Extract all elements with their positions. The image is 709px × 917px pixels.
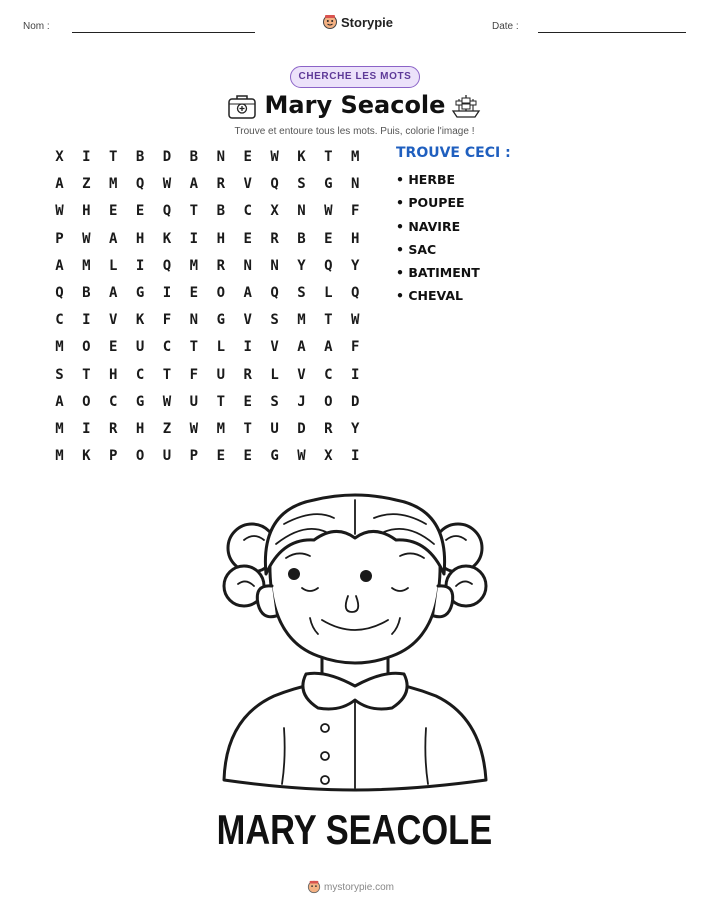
grid-cell[interactable]: C (162, 339, 172, 356)
grid-cell[interactable]: T (162, 366, 172, 383)
grid-cell[interactable]: T (82, 366, 91, 383)
grid-cell[interactable]: P (55, 230, 64, 247)
section-badge: CHERCHE LES MOTS (290, 66, 420, 88)
grid-cell[interactable]: E (216, 448, 225, 465)
grid-cell[interactable]: M (351, 149, 360, 165)
grid-cell[interactable]: Y (297, 257, 306, 274)
grid-cell[interactable]: M (216, 420, 225, 437)
grid-cell[interactable]: E (243, 393, 252, 410)
grid-cell[interactable]: H (351, 230, 360, 247)
grid-cell[interactable]: L (270, 366, 279, 383)
grid-cell[interactable]: X (55, 149, 64, 165)
grid-cell[interactable]: I (82, 149, 91, 165)
grid-cell[interactable]: L (324, 284, 333, 301)
name-line[interactable] (72, 32, 255, 33)
grid-cell[interactable]: T (189, 203, 199, 220)
word-item: • BATIMENT (396, 265, 480, 281)
grid-cell[interactable]: S (270, 393, 279, 410)
word-item: • HERBE (396, 172, 456, 187)
grid-cell[interactable]: M (109, 176, 118, 193)
grid-cell[interactable]: A (297, 339, 306, 356)
grid-cell[interactable]: H (135, 420, 145, 437)
grid-cell[interactable]: V (270, 339, 279, 356)
grid-cell[interactable]: Q (135, 176, 145, 193)
storypie-logo-icon (322, 14, 338, 30)
grid-cell[interactable]: Q (270, 176, 279, 193)
word-item: • POUPEE (396, 195, 465, 211)
grid-cell[interactable]: W (162, 176, 172, 193)
grid-cell[interactable]: Q (55, 284, 64, 301)
grid-cell[interactable]: B (189, 149, 199, 165)
grid-cell[interactable]: O (82, 339, 91, 356)
grid-row (46, 257, 369, 284)
grid-cell[interactable]: N (270, 257, 279, 274)
grid-cell[interactable]: P (109, 448, 118, 465)
grid-row (46, 175, 369, 202)
grid-cell[interactable]: G (324, 176, 333, 193)
grid-cell[interactable]: B (297, 230, 306, 247)
grid-cell[interactable]: I (82, 420, 91, 437)
grid-cell[interactable]: N (243, 257, 252, 274)
grid-cell[interactable]: E (109, 339, 118, 356)
grid-cell[interactable]: D (351, 393, 360, 410)
grid-cell[interactable]: G (216, 312, 225, 329)
grid-cell[interactable]: Q (162, 203, 172, 220)
grid-cell[interactable]: R (270, 230, 279, 247)
grid-row (46, 393, 369, 420)
grid-cell[interactable]: Q (162, 257, 172, 274)
grid-cell[interactable]: F (351, 339, 360, 356)
grid-cell[interactable]: P (189, 448, 199, 465)
grid-cell[interactable]: O (216, 284, 225, 301)
grid-cell[interactable]: I (243, 339, 252, 356)
grid-cell[interactable]: M (189, 257, 199, 274)
grid-row (46, 230, 369, 257)
brand (322, 14, 393, 30)
grid-row (46, 366, 369, 393)
grid-row (46, 148, 369, 175)
grid-cell[interactable]: B (82, 284, 91, 301)
grid-cell[interactable]: S (270, 312, 279, 329)
grid-cell[interactable]: R (324, 420, 333, 437)
grid-cell[interactable]: S (297, 284, 306, 301)
footer-url[interactable]: mystorypie.com (324, 881, 395, 893)
grid-cell[interactable]: I (82, 312, 91, 329)
grid-cell[interactable]: T (109, 149, 118, 165)
grid-row (46, 420, 369, 447)
portrait-caption: MARY SEACOLE (216, 806, 493, 853)
grid-cell[interactable]: S (55, 366, 64, 383)
grid-cell[interactable]: Z (82, 176, 91, 193)
grid-cell[interactable]: D (297, 420, 306, 437)
grid-cell[interactable]: A (55, 257, 64, 274)
grid-cell[interactable]: H (135, 230, 145, 247)
grid-cell[interactable]: F (351, 203, 360, 220)
grid-cell[interactable]: A (243, 284, 252, 301)
grid-cell[interactable]: E (243, 149, 252, 165)
grid-cell[interactable]: B (135, 149, 145, 165)
grid-cell[interactable]: A (109, 230, 118, 247)
grid-cell[interactable]: A (55, 176, 64, 193)
word-list-title: TROUVE CECI : (396, 145, 511, 161)
grid-cell[interactable]: C (243, 203, 252, 220)
grid-cell[interactable]: L (216, 339, 225, 356)
grid-cell[interactable]: C (109, 393, 118, 410)
grid-cell[interactable]: F (189, 366, 199, 383)
grid-cell[interactable]: N (216, 149, 225, 165)
grid-cell[interactable]: K (82, 448, 91, 465)
grid-cell[interactable]: T (189, 339, 199, 356)
word-item: • SAC (396, 241, 437, 257)
grid-cell[interactable]: I (162, 284, 172, 301)
grid-cell[interactable]: W (162, 393, 172, 410)
grid-cell[interactable]: R (243, 366, 252, 383)
grid-row (46, 284, 369, 311)
grid-cell[interactable]: M (55, 448, 64, 465)
grid-cell[interactable]: O (135, 448, 145, 465)
grid-cell[interactable]: M (55, 420, 64, 437)
word-item: • NAVIRE (396, 218, 461, 234)
grid-cell[interactable]: W (270, 149, 279, 165)
grid-cell[interactable]: W (351, 312, 360, 329)
word-search-grid[interactable] (46, 148, 369, 474)
grid-cell[interactable]: C (55, 312, 64, 329)
grid-cell[interactable]: L (109, 257, 118, 274)
grid-cell[interactable]: O (82, 393, 91, 410)
grid-cell[interactable]: N (351, 176, 360, 193)
grid-cell[interactable]: T (243, 420, 252, 437)
grid-cell[interactable]: I (135, 257, 145, 274)
grid-cell[interactable]: C (324, 366, 333, 383)
grid-cell[interactable]: I (189, 230, 199, 247)
word-list (396, 172, 480, 312)
grid-cell[interactable]: S (297, 176, 306, 193)
grid-cell[interactable]: R (109, 420, 118, 437)
grid-cell[interactable]: X (270, 203, 279, 220)
grid-cell[interactable]: Y (351, 257, 360, 274)
grid-cell[interactable]: G (135, 393, 145, 410)
grid-cell[interactable]: Q (351, 284, 360, 301)
grid-cell[interactable]: E (324, 230, 333, 247)
grid-cell[interactable]: V (243, 312, 252, 329)
grid-cell[interactable]: K (135, 312, 145, 329)
grid-cell[interactable]: T (216, 393, 225, 410)
grid-cell[interactable]: M (297, 312, 306, 329)
grid-cell[interactable]: Q (270, 284, 279, 301)
portrait-illustration[interactable] (214, 488, 496, 806)
grid-cell[interactable]: I (351, 448, 360, 465)
grid-cell[interactable]: U (189, 393, 199, 410)
grid-cell[interactable]: C (135, 366, 145, 383)
grid-cell[interactable]: U (135, 339, 145, 356)
medical-bag-icon (227, 92, 257, 120)
grid-cell[interactable]: T (324, 312, 333, 329)
date-label: Date : (492, 21, 519, 32)
grid-cell[interactable]: E (189, 284, 199, 301)
page-title: Mary Seacole (264, 91, 446, 119)
grid-cell[interactable]: R (216, 257, 225, 274)
grid-cell[interactable]: H (109, 366, 118, 383)
instructions: Trouve et entoure tous les mots. Puis, colorie l'image ! (234, 126, 475, 137)
grid-cell[interactable]: G (270, 448, 279, 465)
grid-cell[interactable]: Z (162, 420, 172, 437)
grid-row (46, 311, 369, 338)
grid-cell[interactable]: W (297, 448, 306, 465)
grid-cell[interactable]: Q (324, 257, 333, 274)
grid-cell[interactable]: U (270, 420, 279, 437)
grid-cell[interactable]: E (135, 203, 145, 220)
grid-cell[interactable]: W (82, 230, 91, 247)
grid-cell[interactable]: U (216, 366, 225, 383)
grid-cell[interactable]: W (189, 420, 199, 437)
grid-cell[interactable]: M (55, 339, 64, 356)
grid-cell[interactable]: E (109, 203, 118, 220)
grid-row (46, 447, 369, 474)
grid-cell[interactable]: V (109, 312, 118, 329)
grid-cell[interactable]: A (189, 176, 199, 193)
grid-cell[interactable]: N (189, 312, 199, 329)
grid-cell[interactable]: K (297, 149, 306, 165)
grid-cell[interactable]: A (55, 393, 64, 410)
grid-cell[interactable]: N (297, 203, 306, 220)
grid-cell[interactable]: A (324, 339, 333, 356)
grid-cell[interactable]: X (324, 448, 333, 465)
grid-cell[interactable]: F (162, 312, 172, 329)
grid-cell[interactable]: D (162, 149, 172, 165)
grid-cell[interactable]: G (135, 284, 145, 301)
grid-cell[interactable]: U (162, 448, 172, 465)
grid-cell[interactable]: E (243, 230, 252, 247)
brand-name: Storypie (341, 14, 394, 30)
name-label: Nom : (23, 21, 50, 32)
footer (307, 880, 394, 894)
grid-cell[interactable]: V (297, 366, 306, 383)
grid-cell[interactable]: J (297, 393, 306, 410)
grid-cell[interactable]: H (82, 203, 91, 220)
word-item: • CHEVAL (396, 288, 463, 304)
grid-row (46, 338, 369, 365)
storypie-logo-icon (307, 880, 321, 894)
ship-icon (451, 92, 481, 120)
grid-cell[interactable]: W (324, 203, 333, 220)
grid-cell[interactable]: W (55, 203, 64, 220)
grid-cell[interactable]: V (243, 176, 252, 193)
grid-cell[interactable]: R (216, 176, 225, 193)
grid-cell[interactable]: Y (351, 420, 360, 437)
grid-cell[interactable]: E (243, 448, 252, 465)
grid-cell[interactable]: B (216, 203, 225, 220)
grid-cell[interactable]: K (162, 230, 172, 247)
grid-cell[interactable]: O (324, 393, 333, 410)
grid-cell[interactable]: H (216, 230, 225, 247)
grid-cell[interactable]: M (82, 257, 91, 274)
grid-cell[interactable]: A (109, 284, 118, 301)
grid-cell[interactable]: I (351, 366, 360, 383)
grid-cell[interactable]: T (324, 149, 333, 165)
grid-row (46, 202, 369, 229)
date-line[interactable] (538, 32, 686, 33)
